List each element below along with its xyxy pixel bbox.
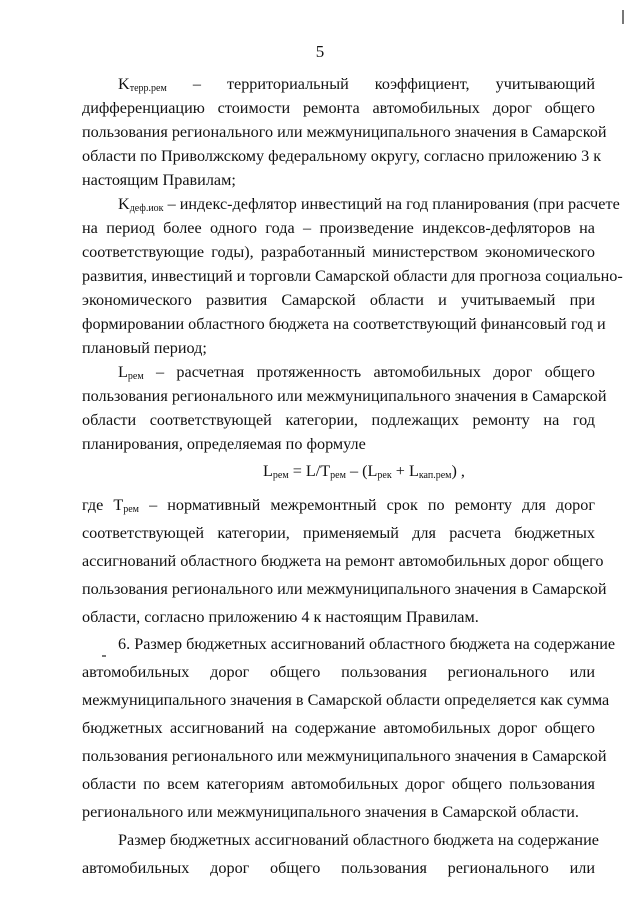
scan-dot bbox=[102, 655, 106, 657]
paragraph-line: области по всем категориям автомобильных дорог общего пользования bbox=[82, 775, 595, 793]
paragraph-line: пользования регионального или межмуниципального значения в Самарской bbox=[82, 387, 607, 405]
paragraph-maintenance-first-line: Размер бюджетных ассигнований областного бюджета на содержание bbox=[118, 831, 599, 849]
paragraph-line: на период более одного года – произведение индексов-дефляторов на bbox=[82, 219, 595, 237]
paragraph-territorial-coef-first-line: $K_{терр.рем}$ – территориальный коэффициент, учитывающий bbox=[118, 75, 595, 94]
page-number: 5 bbox=[315, 42, 325, 61]
paragraph-line: области, согласно приложению 4 к настоящим Правилам. bbox=[82, 608, 479, 626]
paragraph-line: планирования, определяемая по формуле bbox=[82, 435, 366, 453]
length-formula: $L_{рем} = L/T_{рем} - (L_{рек} + L_{кап.рем})$ , bbox=[263, 462, 465, 481]
paragraph-line: развития, инвестиций и торговли Самарской области для прогноза социально- bbox=[82, 267, 623, 285]
paragraph-line: межмуниципального значения в Самарской области определяется как сумма bbox=[82, 691, 610, 709]
paragraph-line: области соответствующей категории, подлежащих ремонту на год bbox=[82, 411, 595, 429]
paragraph-line: пользования регионального или межмуниципального значения в Самарской bbox=[82, 123, 607, 141]
paragraph-line: ассигнований областного бюджета на ремонт автомобильных дорог общего bbox=[82, 552, 604, 570]
paragraph-line: соответствующей категории, применяемый для расчета бюджетных bbox=[82, 524, 595, 542]
paragraph-line: пользования регионального или межмуниципального значения в Самарской bbox=[82, 580, 607, 598]
paragraph-line: автомобильных дорог общего пользования регионального или bbox=[82, 859, 595, 877]
paragraph-line: настоящим Правилам; bbox=[82, 171, 236, 189]
paragraph-line: плановый период; bbox=[82, 339, 207, 357]
paragraph-line: экономического развития Самарской области и учитываемый при bbox=[82, 291, 595, 309]
paragraph-line: области по Приволжскому федеральному округу, согласно приложению 3 к bbox=[82, 147, 602, 165]
paragraph-line: пользования регионального или межмуниципального значения в Самарской bbox=[82, 747, 607, 765]
paragraph-length-first-line: $L_{рем}$ – расчетная протяженность автомобильных дорог общего bbox=[118, 363, 595, 382]
paragraph-line: дифференциацию стоимости ремонта автомобильных дорог общего bbox=[82, 99, 595, 117]
scan-mark bbox=[622, 10, 624, 24]
paragraph-line: автомобильных дорог общего пользования регионального или bbox=[82, 663, 595, 681]
paragraph-six-first-line: 6. Размер бюджетных ассигнований областного бюджета на содержание bbox=[118, 635, 616, 653]
paragraph-deflator-first-line: $K_{деф.иок}$ – индекс-дефлятор инвестиций на год планирования (при расчете bbox=[118, 195, 620, 214]
paragraph-line: регионального или межмуниципального значения в Самарской области. bbox=[82, 803, 579, 821]
paragraph-line: бюджетных ассигнований на содержание автомобильных дорог общего bbox=[82, 719, 595, 737]
paragraph-line: формировании областного бюджета на соответствующий финансовый год и bbox=[82, 315, 606, 333]
paragraph-repair-period-first-line: где $T_{рем}$ – нормативный межремонтный срок по ремонту для дорог bbox=[82, 496, 595, 515]
paragraph-line: соответствующие годы), разработанный министерством экономического bbox=[82, 243, 595, 261]
